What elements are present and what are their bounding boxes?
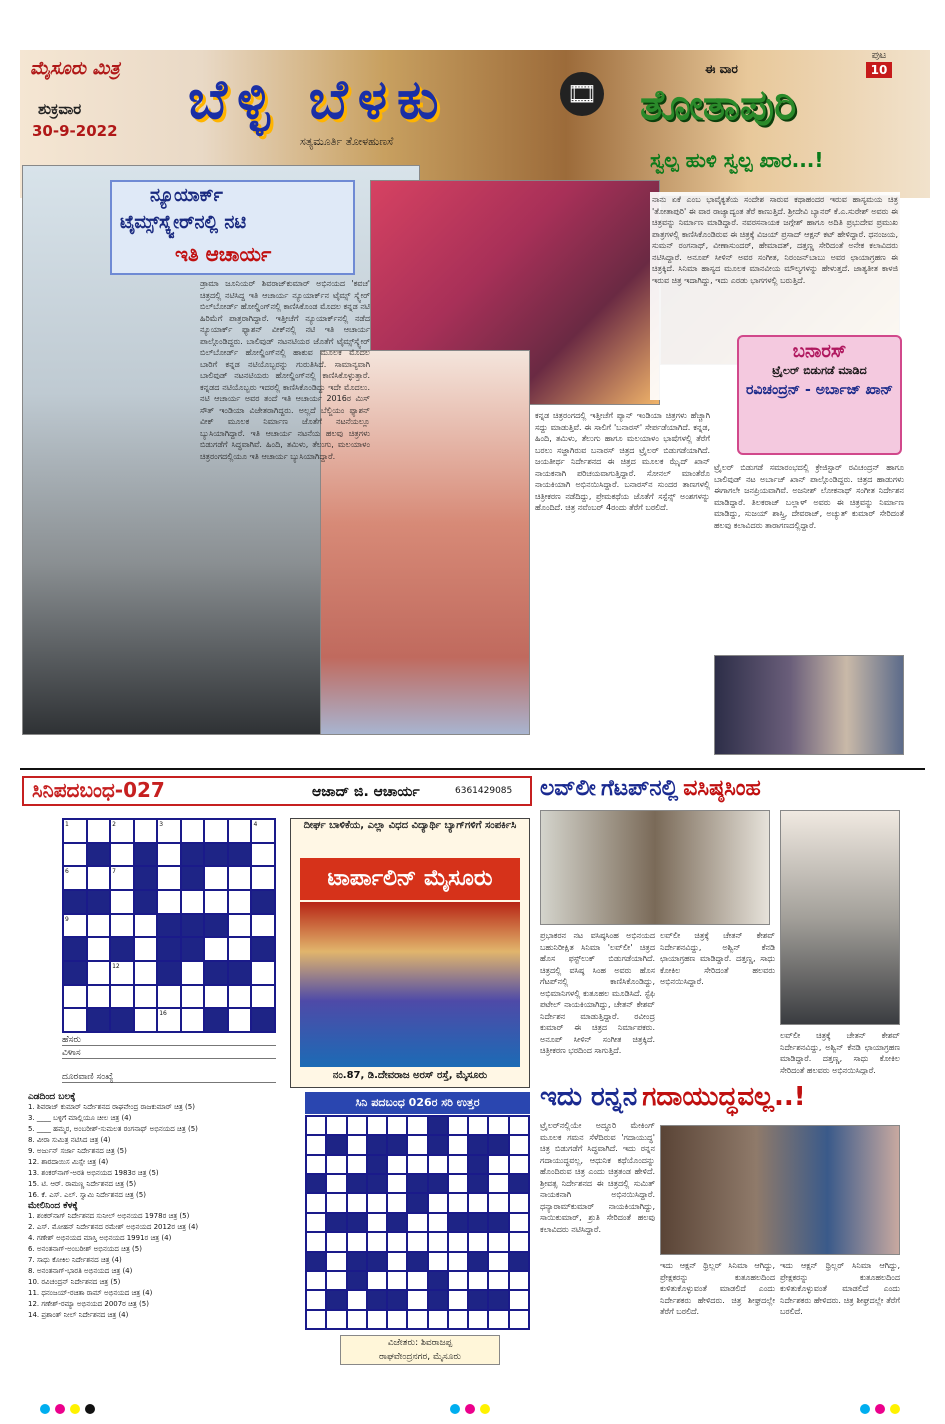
solution-cell [347, 1290, 367, 1309]
crossword-cell[interactable] [251, 985, 275, 1009]
solution-cell [488, 1252, 508, 1271]
story3-headline-c: ವಸಿಷ್ಠಸಿಂಹ [683, 776, 761, 801]
story3-group-photo [540, 810, 770, 925]
crossword-cell[interactable] [63, 985, 87, 1009]
solution-cell [509, 1193, 529, 1212]
solution-cell [407, 1213, 427, 1232]
across-clue: 13. ಶಂಕರ್‌ನಾಗ್-ಅರತಿ ಅಭಿನಯದ 1983ರ ಚಿತ್ರ (5) [28, 1169, 159, 1177]
solution-block [428, 1135, 448, 1154]
solution-cell [387, 1271, 407, 1290]
solution-block [468, 1213, 488, 1232]
crossword-cell[interactable]: 12 [110, 961, 134, 985]
solution-cell [347, 1116, 367, 1135]
crossword-cell[interactable]: 9 [63, 914, 87, 938]
solution-cell [387, 1155, 407, 1174]
solution-block [428, 1290, 448, 1309]
across-clue: 9. ಅರ್ಜುನ್ ಸರ್ಜಾ ನಿರ್ದೇಶನದ ಚಿತ್ರ (5) [28, 1147, 127, 1155]
crossword-block [181, 914, 205, 938]
solution-cell [407, 1116, 427, 1135]
solution-cell [428, 1213, 448, 1232]
solution-block [367, 1155, 387, 1174]
solution-block [428, 1271, 448, 1290]
solution-block [347, 1271, 367, 1290]
down-clue: 2. ಎಸ್. ಮೋಹನ್ ನಿರ್ದೇಶನದ ರಮೇಶ್ ಅಭಿನಯದ 2012ರ ಚಿತ್ರ (4) [28, 1223, 199, 1231]
crossword-cell[interactable] [134, 985, 158, 1009]
winner-box [340, 1335, 500, 1365]
solution-cell [428, 1193, 448, 1212]
crossword-grid[interactable] [62, 818, 276, 1033]
crossword-cell[interactable] [110, 843, 134, 867]
crossword-cell[interactable] [228, 866, 252, 890]
page-label: ಪುಟ [871, 50, 887, 61]
crossword-block [204, 961, 228, 985]
solution-cell [488, 1155, 508, 1174]
solution-cell [468, 1193, 488, 1212]
crossword-cell[interactable] [228, 890, 252, 914]
solution-cell [306, 1193, 326, 1212]
crossword-cell[interactable] [134, 937, 158, 961]
crossword-clues [28, 1092, 286, 1321]
solution-cell [448, 1232, 468, 1251]
story3-body-3: ಲವ್‌ಲೀ ಚಿತ್ರಕ್ಕೆ ಚೇತನ್ ಕೇಶವ್ ನಿರ್ದೇಶನವಿದ್ದು, ಅಶ್ವಿನ್ ಕೆನಡಿ ಛಾಯಾಗ್ರಹಣ ಮಾಡಿದ್ದಾರೆ. ದತ್ತಣ್ಣ, ಸಾಧು ಕೋಕಿಲ ಸೇರಿದಂತೆ ಹಲವರು ಅಭಿನಯಿಸಿದ್ದಾರೆ. [780, 1031, 900, 1075]
story2-col1: ಕನ್ನಡ ಚಿತ್ರರಂಗದಲ್ಲಿ ಇತ್ತೀಚೆಗೆ ಪ್ಯಾನ್ ಇಂಡಿಯಾ ಚಿತ್ರಗಳು ಹೆಚ್ಚಾಗಿ ಸದ್ದು ಮಾಡುತ್ತಿವೆ. ಈ ಸಾಲಿಗೆ 'ಬನಾರಸ್' ಸೇರ್ಪಡೆಯಾಗಿದೆ. ಕನ್ನಡ, ಹಿಂದಿ, ತಮಿಳು, ತೆಲುಗು ಹಾಗೂ ಮಲಯಾಳಂ ಭಾಷೆಗಳಲ್ಲಿ ತೆರೆಗೆ ಬರಲು ಸಜ್ಜಾಗಿರುವ ಬನಾರಸ್ ಚಿತ್ರದ ಟ್ರೈಲರ್ ಬಿಡುಗಡೆಯಾಗಿದೆ. ಜಯತೀರ್ಥ ನಿರ್ದೇಶನದ ಈ ಚಿತ್ರದ ಮೂಲಕ ಝೈದ್ ಖಾನ್ ನಾಯಕನಾಗಿ ಪರಿಚಯವಾಗುತ್ತಿದ್ದಾರೆ. ಸೋನಲ್ ಮಾಂತೆರೊ ನಾಯಕಿಯಾಗಿ ಅಭಿನಯಿಸಿದ್ದಾರೆ. ಬನಾರಸ್‌ನ ಸುಂದರ ತಾಣಗಳಲ್ಲಿ ಚಿತ್ರೀಕರಣ ನಡೆದಿದ್ದು, ಪ್ರೇಮಕಥೆಯ ಜೊತೆಗೆ ಸಸ್ಪೆನ್ಸ್ ಅಂಶಗಳನ್ನು ಹೊಂದಿದೆ. ಚಿತ್ರ ನವೆಂಬರ್ 4ರಂದು ತೆರೆಗೆ ಬರಲಿದೆ. [535, 411, 710, 512]
crossword-block [251, 1008, 275, 1032]
solution-cell [448, 1252, 468, 1271]
registration-dot [85, 1404, 95, 1414]
form-name-row [62, 1035, 276, 1046]
crossword-block [110, 1008, 134, 1032]
crossword-cell[interactable] [181, 961, 205, 985]
down-clue: 1. ಶಂಕರ್‌ನಾಗ್ ನಿರ್ದೇಶನದ ಸುನೀಲ್ ಅಭಿನಯದ 1978ರ ಚಿತ್ರ (5) [28, 1212, 190, 1220]
down-clue: 10. ರವಿಚಂದ್ರನ್ ನಿರ್ದೇಶನದ ಚಿತ್ರ (5) [28, 1278, 121, 1286]
solution-cell [326, 1232, 346, 1251]
solution-cell [306, 1290, 326, 1309]
registration-dot [40, 1404, 50, 1414]
crossword-block [157, 937, 181, 961]
solution-cell [326, 1271, 346, 1290]
story1-headline-line3: ಇತಿ ಆಚಾರ್ಯ [175, 242, 272, 266]
down-clue-list [28, 1211, 286, 1321]
solution-block [347, 1174, 367, 1193]
solution-cell [509, 1232, 529, 1251]
crossword-cell[interactable]: 16 [157, 1008, 181, 1032]
solution-cell [407, 1232, 427, 1251]
crossword-cell[interactable]: 1 [63, 819, 87, 843]
solution-cell [347, 1155, 367, 1174]
crossword-block [87, 890, 111, 914]
solution-cell [468, 1310, 488, 1329]
crossword-cell[interactable] [87, 866, 111, 890]
solution-cell [326, 1155, 346, 1174]
solution-cell [306, 1213, 326, 1232]
solution-cell [367, 1310, 387, 1329]
solution-cell [428, 1232, 448, 1251]
solution-cell [407, 1290, 427, 1309]
solution-block [428, 1174, 448, 1193]
crossword-block [251, 937, 275, 961]
crossword-cell[interactable] [181, 819, 205, 843]
crossword-phone: 6361429085 [455, 786, 513, 796]
solution-block [468, 1135, 488, 1154]
crossword-cell[interactable] [228, 985, 252, 1009]
solution-cell [468, 1116, 488, 1135]
solution-block [468, 1174, 488, 1193]
crossword-block [134, 843, 158, 867]
story4-headline-a: ಇದು ರನ್ನನ [540, 1082, 638, 1112]
ad-tagline: ದೀರ್ಘ ಬಾಳಿಕೆಯ, ಎಲ್ಲಾ ವಿಧದ ವಿದ್ಯಾರ್ಥಿ ಬ್ಯಾಗ್‌ಗಳಿಗೆ ಸಂಪರ್ಕಿಸಿ [303, 820, 517, 831]
crossword-cell[interactable] [204, 819, 228, 843]
across-clue: 5. ____ ಹಮ್ಮರ, ಅಂಬರೀಶ್-ಸುಮಲತ ರಂಗನಾಥ್ ಅಭಿನಯದ ಚಿತ್ರ (5) [28, 1125, 198, 1133]
solution-block [326, 1135, 346, 1154]
story2-body: ನಾನು ಏಕೆ ಎಂಬ ಭಾವೈಕ್ಯತೆಯ ಸಂದೇಶ ಸಾರುವ ಕಥಾಹಂದರ ಇರುವ ಹಾಸ್ಯಮಯ ಚಿತ್ರ 'ತೋತಾಪುರಿ' ಈ ವಾರ ರಾಜ್ಯಾದ್ಯಂತ ತೆರೆ ಕಾಣುತ್ತಿದೆ. ಶ್ರೀದೇವಿ ಬ್ಯಾನರ್ ಕೆ.ಎ.ಸುರೇಶ್ ಅವರು ಈ ಚಿತ್ರವನ್ನು ನಿರ್ಮಾಣ ಮಾಡಿದ್ದಾರೆ. ನವರಸನಾಯಕ ಜಗ್ಗೇಶ್ ಹಾಗೂ ಅದಿತಿ ಪ್ರಭುದೇವ ಪ್ರಮುಖ ಪಾತ್ರಗಳಲ್ಲಿ ಕಾಣಿಸಿಕೊಂಡಿರುವ ಈ ಚಿತ್ರಕ್ಕೆ ವಿಜಯ್ ಪ್ರಸಾದ್ ಆಕ್ಷನ್ ಕಟ್ ಹೇಳಿದ್ದಾರೆ. ಧನಂಜಯ, ಸುಮನ್ ರಂಗನಾಥ್, ವೀಣಾಸುಂದರ್, ಹೇಮಾದತ್, ದತ್ತಣ್ಣ ಸೇರಿದಂತೆ ಅನೇಕ ಕಲಾವಿದರು ನಟಿಸಿದ್ದಾರೆ. ಅನೂಪ್ ಸೀಳಿನ್ ಅವರ ಸಂಗೀತ, ನಿರಂಜನ್‌ಬಾಬು ಅವರ ಛಾಯಾಗ್ರಹಣ ಈ ಚಿತ್ರಕ್ಕಿದೆ. ಸಿನಿಮಾ ಹಾಸ್ಯದ ಮೂಲಕ ಮಾನವೀಯ ಮೌಲ್ಯಗಳನ್ನು ಹೇಳುತ್ತದೆ. ಜಾತ್ಯತೀತ ಕಾಳಜಿ ಇರುವ ಚಿತ್ರ ಇದಾಗಿದ್ದು, ಇದು ಎರಡು ಭಾಗಗಳಲ್ಲಿ ಬರುತ್ತಿದೆ. [650, 192, 900, 400]
solution-cell [387, 1232, 407, 1251]
solution-cell [428, 1310, 448, 1329]
across-clue: 8. ವೀರಾ ಸುಮಿತ್ರ ನಟಿಸಿದ ಚಿತ್ರ (4) [28, 1136, 111, 1144]
crossword-title: ಸಿನಿಪದಬಂಧ-027 [32, 778, 165, 802]
crossword-cell[interactable] [251, 961, 275, 985]
this-week-label: ಈ ವಾರ [705, 62, 738, 76]
crossword-block [204, 1008, 228, 1032]
badge-line3: ರವಿಚಂದ್ರನ್ - ಅರ್ಬಾಜ್ ಖಾನ್ [746, 382, 893, 398]
story3-headline-a: ಲವ್‌ಲೀ [540, 776, 596, 801]
down-clue: 12. ಗಣೇಶ್-ರಮ್ಯಾ ಅಭಿನಯದ 2007ರ ಚಿತ್ರ (5) [28, 1300, 149, 1308]
solution-cell [387, 1252, 407, 1271]
registration-dot [860, 1404, 870, 1414]
issue-date: 30-9-2022 [32, 122, 118, 140]
solution-block [306, 1252, 326, 1271]
crossword-cell[interactable] [228, 1008, 252, 1032]
winner-place: ರಾಘವೇಂದ್ರನಗರ, ಮೈಸೂರು [379, 1352, 461, 1362]
crossword-block [63, 937, 87, 961]
story4-body-2: ಇದು ಆಕ್ಷನ್ ಥ್ರಿಲ್ಲರ್ ಸಿನಿಮಾ ಆಗಿದ್ದು, ಪ್ರೇಕ್ಷಕರನ್ನು ಕುತೂಹಲದಿಂದ ಕುಳಿತುಕೊಳ್ಳುವಂತೆ ಮಾಡಲಿದೆ ಎಂದು ನಿರ್ದೇಶಕರು ಹೇಳಿದರು. ಚಿತ್ರ ಶೀಘ್ರದಲ್ಲೇ ತೆರೆಗೆ ಬರಲಿದೆ. [660, 1261, 775, 1316]
crossword-cell[interactable] [87, 985, 111, 1009]
solution-cell [367, 1271, 387, 1290]
down-clue: 7. ಸಾಧು ಕೋಕಿಲ ನಿರ್ದೇಶನದ ಚಿತ್ರ (4) [28, 1256, 122, 1264]
story4-headline [540, 1082, 930, 1113]
solution-cell [488, 1271, 508, 1290]
banaras-badge [737, 335, 902, 455]
solution-block [306, 1174, 326, 1193]
crossword-cell[interactable] [251, 866, 275, 890]
film-reel-icon: 🎞 [560, 72, 604, 116]
crossword-cell[interactable] [87, 914, 111, 938]
across-clue: 16. ಕೆ. ಎಸ್. ಎಲ್. ಸ್ವಾಮಿ ನಿರ್ದೇಶನದ ಚಿತ್ರ (5) [28, 1191, 146, 1199]
crossword-cell[interactable] [110, 914, 134, 938]
across-clue: 1. ಶಿವರಾಜ್ ಕುಮಾರ್ ನಿರ್ದೇಶನದ ರಾಘವೇಂದ್ರ ರಾಜಕುಮಾರ್ ಚಿತ್ರ (5) [28, 1103, 195, 1111]
solution-cell [326, 1193, 346, 1212]
crossword-block [63, 961, 87, 985]
solution-cell [407, 1271, 427, 1290]
solution-block [407, 1174, 427, 1193]
crossword-block [87, 1008, 111, 1032]
solution-cell [448, 1155, 468, 1174]
solution-cell [428, 1252, 448, 1271]
badge-line1: ಬನಾರಸ್ [792, 341, 847, 362]
solution-cell [448, 1290, 468, 1309]
crossword-cell[interactable] [157, 866, 181, 890]
crossword-cell[interactable] [134, 961, 158, 985]
solution-cell [509, 1116, 529, 1135]
crossword-cell[interactable] [228, 819, 252, 843]
solution-cell [387, 1193, 407, 1212]
solution-cell [326, 1310, 346, 1329]
registration-dot [450, 1404, 460, 1414]
crossword-cell[interactable] [87, 937, 111, 961]
story3-headline-b: ಗೆಟಪ್‌ನಲ್ಲಿ [600, 776, 679, 801]
solution-cell [448, 1116, 468, 1135]
form-address-row [62, 1048, 276, 1059]
solution-cell [428, 1155, 448, 1174]
featured-movie-title: ತೋತಾಪುರಿ [640, 80, 797, 129]
solution-block [468, 1155, 488, 1174]
solution-cell [448, 1193, 468, 1212]
crossword-cell[interactable] [110, 985, 134, 1009]
solution-cell [387, 1310, 407, 1329]
solution-cell [488, 1310, 508, 1329]
across-heading: ಎಡದಿಂದ ಬಲಕ್ಕೆ [28, 1092, 76, 1102]
crossword-cell[interactable] [87, 819, 111, 843]
crossword-block [134, 866, 158, 890]
crossword-author: ಆಜಾದ್ ಜಿ. ಆಚಾರ್ಯ [312, 784, 420, 800]
crossword-cell[interactable] [63, 843, 87, 867]
solution-cell [306, 1135, 326, 1154]
crossword-cell[interactable] [204, 937, 228, 961]
solution-cell [509, 1135, 529, 1154]
solution-cell [488, 1174, 508, 1193]
crossword-cell[interactable] [204, 985, 228, 1009]
solution-cell [306, 1116, 326, 1135]
solution-cell [448, 1310, 468, 1329]
crossword-block [228, 961, 252, 985]
winner-name: ವಿಜೇತರು: ಶಿವರಾಜಪ್ಪ [387, 1338, 453, 1348]
solution-cell [509, 1155, 529, 1174]
registration-dot [55, 1404, 65, 1414]
crossword-cell[interactable] [228, 937, 252, 961]
crossword-cell[interactable] [134, 914, 158, 938]
registration-dot [875, 1404, 885, 1414]
story3-headline [540, 776, 930, 801]
solution-block [488, 1135, 508, 1154]
solution-block [387, 1135, 407, 1154]
crossword-cell[interactable] [157, 985, 181, 1009]
story3-body-2: ಲವ್‌ಲೀ ಚಿತ್ರಕ್ಕೆ ಚೇತನ್ ಕೇಶವ್ ನಿರ್ದೇಶನವಿದ್ದು, ಅಶ್ವಿನ್ ಕೆನಡಿ ಛಾಯಾಗ್ರಹಣ ಮಾಡಿದ್ದಾರೆ. ದತ್ತಣ್ಣ, ಸಾಧು ಕೋಕಿಲ ಸೇರಿದಂತೆ ಹಲವರು ಅಭಿನಯಿಸಿದ್ದಾರೆ. [660, 931, 775, 986]
solution-cell [367, 1193, 387, 1212]
ad-address: ನಂ.87, ಡಿ.ದೇವರಾಜ ಅರಸ್ ರಸ್ತೆ, ಮೈಸೂರು [332, 1070, 488, 1081]
registration-dot [465, 1404, 475, 1414]
crossword-block [87, 843, 111, 867]
crossword-cell[interactable] [157, 843, 181, 867]
badge-line2: ಟ್ರೈಲರ್ ಬಿಡುಗಡೆ ಮಾಡಿದ [772, 364, 867, 377]
solution-block [347, 1252, 367, 1271]
solution-cell [306, 1310, 326, 1329]
solution-block [509, 1252, 529, 1271]
crossword-block [134, 890, 158, 914]
crossword-block [63, 890, 87, 914]
solution-cell [387, 1116, 407, 1135]
solution-cell [326, 1252, 346, 1271]
crossword-cell[interactable] [204, 866, 228, 890]
crossword-cell[interactable] [157, 890, 181, 914]
crossword-cell[interactable] [63, 1008, 87, 1032]
solution-block [347, 1213, 367, 1232]
solution-cell [367, 1213, 387, 1232]
solution-block [326, 1213, 346, 1232]
solution-block [488, 1290, 508, 1309]
solution-cell [326, 1174, 346, 1193]
crossword-cell[interactable] [181, 985, 205, 1009]
story4-body-3: ಇದು ಆಕ್ಷನ್ ಥ್ರಿಲ್ಲರ್ ಸಿನಿಮಾ ಆಗಿದ್ದು, ಪ್ರೇಕ್ಷಕರನ್ನು ಕುತೂಹಲದಿಂದ ಕುಳಿತುಕೊಳ್ಳುವಂತೆ ಮಾಡಲಿದೆ ಎಂದು ನಿರ್ದೇಶಕರು ಹೇಳಿದರು. ಚಿತ್ರ ಶೀಘ್ರದಲ್ಲೇ ತೆರೆಗೆ ಬರಲಿದೆ. [780, 1261, 900, 1316]
solution-block [367, 1290, 387, 1309]
ad-business-name: ಟಾರ್ಪಾಲಿನ್ ಮೈಸೂರು [300, 858, 520, 900]
issue-day: ಶುಕ್ರವಾರ [38, 100, 82, 118]
solution-cell [448, 1174, 468, 1193]
registration-dot [480, 1404, 490, 1414]
crossword-cell[interactable]: 2 [110, 819, 134, 843]
down-clue: 14. ಪ್ರಶಾಂತ್ ನೀಲ್ ನಿರ್ದೇಶನದ ಚಿತ್ರ (4) [28, 1311, 129, 1319]
ad-shop-photo [300, 902, 520, 1067]
down-clue: 8. ಅನಂತನಾಗ್-ಭಾರತಿ ಅಭಿನಯದ ಚಿತ್ರ (4) [28, 1267, 133, 1275]
crossword-block [204, 843, 228, 867]
crossword-cell[interactable] [181, 890, 205, 914]
crossword-block [228, 843, 252, 867]
crossword-cell[interactable] [87, 961, 111, 985]
solution-cell [367, 1116, 387, 1135]
crossword-cell[interactable] [251, 914, 275, 938]
crossword-cell[interactable]: 4 [251, 819, 275, 843]
solution-block [407, 1252, 427, 1271]
solution-cell [488, 1193, 508, 1212]
solution-block [367, 1174, 387, 1193]
story4-group-photo [660, 1125, 900, 1255]
solution-cell [448, 1135, 468, 1154]
story4-headline-b: ಗದಾಯುದ್ಧವಲ್ಲ..! [642, 1082, 806, 1112]
solution-cell [326, 1116, 346, 1135]
crossword-cell[interactable] [181, 1008, 205, 1032]
story2-col2: ಟ್ರೈಲರ್ ಬಿಡುಗಡೆ ಸಮಾರಂಭದಲ್ಲಿ ಕ್ರೇಜಿಸ್ಟಾರ್ ರವಿಚಂದ್ರನ್ ಹಾಗೂ ಬಾಲಿವುಡ್ ನಟ ಅರ್ಬಾಜ್ ಖಾನ್ ಪಾಲ್ಗೊಂಡಿದ್ದರು. ಚಿತ್ರದ ಹಾಡುಗಳು ಈಗಾಗಲೇ ಜನಪ್ರಿಯವಾಗಿವೆ. ಅಜನೀಶ್ ಲೋಕನಾಥ್ ಸಂಗೀತ ನಿರ್ದೇಶನ ಮಾಡಿದ್ದಾರೆ. ತಿಲಕರಾಜ್ ಬಲ್ಲಾಳ್ ಅವರು ಈ ಚಿತ್ರವನ್ನು ನಿರ್ಮಾಣ ಮಾಡಿದ್ದು, ಸುಜಯ್ ಶಾಸ್ತ್ರಿ, ದೇವರಾಜ್, ಅಚ್ಯುತ್ ಕುಮಾರ್ ಸೇರಿದಂತೆ ಹಲವು ಕಲಾವಿದರು ತಾರಾಗಣದಲ್ಲಿದ್ದಾರೆ. [714, 463, 904, 530]
crossword-cell[interactable] [204, 890, 228, 914]
solution-block [428, 1116, 448, 1135]
crossword-cell[interactable]: 3 [157, 819, 181, 843]
story1-headline-line2: ಟೈಮ್ಸ್‌ಸ್ಕ್ವೇರ್‌ನಲ್ಲಿ ನಟಿ [120, 212, 247, 233]
solution-cell [488, 1116, 508, 1135]
solution-cell [306, 1232, 326, 1251]
solution-grid [305, 1115, 530, 1330]
story1-headline-line1: ನ್ಯೂಯಾರ್ಕ್ [150, 185, 223, 206]
solution-cell [488, 1232, 508, 1251]
crossword-block [181, 937, 205, 961]
down-clue: 11. ಧನಂಜಯ್-ರಚಿತಾ ರಾಮ್ ಅಭಿನಯದ ಚಿತ್ರ (4) [28, 1289, 153, 1297]
solution-block [468, 1252, 488, 1271]
crossword-block [251, 890, 275, 914]
crossword-cell[interactable] [134, 819, 158, 843]
solution-block [488, 1213, 508, 1232]
crossword-cell[interactable] [228, 914, 252, 938]
crossword-block [110, 937, 134, 961]
crossword-block [181, 843, 205, 867]
solution-cell [468, 1271, 488, 1290]
trailer-event-photo [714, 655, 904, 755]
registration-dot [890, 1404, 900, 1414]
solution-block [448, 1213, 468, 1232]
crossword-cell[interactable] [110, 890, 134, 914]
solution-cell [509, 1213, 529, 1232]
crossword-block [157, 961, 181, 985]
across-clue: 15. ಟಿ. ಆರ್. ರಾಮಣ್ಣ ನಿರ್ದೇಶನದ ಚಿತ್ರ (5) [28, 1180, 137, 1188]
solution-cell [509, 1271, 529, 1290]
story3-body: ಪ್ರಭಾಕರನ ನಟ ವಸಿಷ್ಠಸಿಂಹ ಅಭಿನಯದ ಬಹುನಿರೀಕ್ಷಿತ ಸಿನಿಮಾ 'ಲವ್‌ಲೀ' ಚಿತ್ರದ ಹೊಸ ಫಸ್ಟ್‌ಲುಕ್ ಬಿಡುಗಡೆಯಾಗಿದೆ. ಚಿತ್ರದಲ್ಲಿ ವಸಿಷ್ಠ ಸಿಂಹ ಅವರು ಹೊಸ ಗೆಟಪ್‌ನಲ್ಲಿ ಕಾಣಿಸಿಕೊಂಡಿದ್ದು, ಅಭಿಮಾನಿಗಳಲ್ಲಿ ಕುತೂಹಲ ಮೂಡಿಸಿದೆ. ಸ್ಟೆಫಿ ಪಟೇಲ್ ನಾಯಕಿಯಾಗಿದ್ದು, ಚೇತನ್ ಕೇಶವ್ ನಿರ್ದೇಶನ ಮಾಡುತ್ತಿದ್ದಾರೆ. ರವೀಂದ್ರ ಕುಮಾರ್ ಈ ಚಿತ್ರದ ನಿರ್ಮಾಪಕರು. ಅನೂಪ್ ಸೀಳಿನ್ ಸಂಗೀತ ಚಿತ್ರಕ್ಕಿದೆ. ಚಿತ್ರೀಕರಣ ಭರದಿಂದ ಸಾಗುತ್ತಿದೆ. [540, 931, 655, 1055]
story4-body: ಟ್ರೈಲರ್‌ನಲ್ಲಿಯೇ ಅದ್ಧೂರಿ ಮೇಕಿಂಗ್ ಮೂಲಕ ಗಮನ ಸೆಳೆದಿರುವ 'ಗದಾಯುದ್ಧ' ಚಿತ್ರ ಬಿಡುಗಡೆಗೆ ಸಿದ್ಧವಾಗಿದೆ. ಇದು ರನ್ನನ ಗದಾಯುದ್ಧವಲ್ಲ, ಆಧುನಿಕ ಕಥೆಯೊಂದನ್ನು ಹೊಂದಿರುವ ಚಿತ್ರ ಎಂದು ಚಿತ್ರತಂಡ ಹೇಳಿದೆ. ಶ್ರೀವತ್ಸ ನಿರ್ದೇಶನದ ಈ ಚಿತ್ರದಲ್ಲಿ ಸುಮಿತ್ ನಾಯಕನಾಗಿ ಅಭಿನಯಿಸಿದ್ದಾರೆ. ಧನ್ಯಾರಾಮ್‌ಕುಮಾರ್ ನಾಯಕಿಯಾಗಿದ್ದು, ಸಾಯಿಕುಮಾರ್, ಶ್ರುತಿ ಸೇರಿದಂತೆ ಹಲವು ಕಲಾವಿದರು ನಟಿಸಿದ್ದಾರೆ. [540, 1121, 655, 1234]
crossword-block [204, 914, 228, 938]
solution-cell [468, 1232, 488, 1251]
solution-cell [306, 1155, 326, 1174]
solution-block [387, 1290, 407, 1309]
solution-cell [347, 1135, 367, 1154]
down-heading: ಮೇಲಿನಿಂದ ಕೆಳಕ್ಕೆ [28, 1201, 78, 1211]
solution-cell [347, 1232, 367, 1251]
solution-cell [509, 1310, 529, 1329]
solution-block [387, 1213, 407, 1232]
section-divider [20, 768, 925, 770]
solution-cell [347, 1193, 367, 1212]
story1-body: ಡ್ರಾಮಾ ಜೂನಿಯರ್ ಶಿವರಾಜ್‌ಕುಮಾರ್ ಅಭಿನಯದ 'ಕವಚ' ಚಿತ್ರದಲ್ಲಿ ನಟಿಸಿದ್ದ ಇತಿ ಆಚಾರ್ಯ ನ್ಯೂಯಾರ್ಕ್‌ನ ಟೈಮ್ಸ್ ಸ್ಕ್ವೇರ್ ಬಿಲ್‌ಬೋರ್ಡ್ ಹೋಲ್ಡಿಂಗ್‌ನಲ್ಲಿ ಕಾಣಿಸಿಕೊಂಡ ಮೊದಲ ಕನ್ನಡ ನಟಿ ಹಿರಿಮೆಗೆ ಪಾತ್ರರಾಗಿದ್ದಾರೆ. ಇತ್ತೀಚೆಗೆ ನ್ಯೂಯಾರ್ಕ್‌ನಲ್ಲಿ ನಡೆದ ನ್ಯೂಯಾರ್ಕ್ ಫ್ಯಾಶನ್ ವೀಕ್‌ನಲ್ಲಿ ನಟಿ ಇತಿ ಆಚಾರ್ಯ ಪಾಲ್ಗೊಂಡಿದ್ದರು. ಬಾಲಿವುಡ್ ನಟನಟಿಯರ ಜೊತೆಗೆ ಟೈಮ್ಸ್‌ಸ್ಕ್ವೇರ್ ಬಿಲ್‌ಬೋರ್ಡ್ ಹೋಲ್ಡಿಂಗ್‌ನಲ್ಲಿ ಹಾಕುವ ಮೂಲಕ ಮೊದಲ ಬಾರಿಗೆ ಕನ್ನಡ ನಟಿಯೊಬ್ಬರನ್ನು ಗುರುತಿಸಿದೆ. ಸಾಮಾನ್ಯವಾಗಿ ಬಾಲಿವುಡ್ ನಟನಟಿಯರು ಹೋಲ್ಡಿಂಗ್‌ನಲ್ಲಿ ಕಾಣಿಸಿಕೊಳ್ಳುತ್ತಾರೆ. ಕನ್ನಡದ ನಟಿಯೊಬ್ಬರು ಇದರಲ್ಲಿ ಕಾಣಿಸಿಕೊಂಡಿದ್ದು ಇದೇ ಮೊದಲು. ನಟಿ ಆಚಾರ್ಯ ಅವರ ತಂದೆ ಇತಿ ಆಚಾರ್ಯ 2016ರ ಮಿಸ್ ಸೌತ್ ಇಂಡಿಯಾ ವಿಜೇತರಾಗಿದ್ದರು. ಅಲ್ಲದೆ ಬೆಲ್ಜಿಯಂ ಫ್ಯಾಶನ್ ವೀಕ್ ಮೂಲಕ ನಿರ್ಮಾಣ ಜೊತೆಗೆ ನಟನೆಯಲ್ಲೂ ಬ್ಯುಸಿಯಾಗಿದ್ದಾರೆ. ಇತಿ ಆಚಾರ್ಯ ನಟನೆಯ ಹಲವು ಚಿತ್ರಗಳು ಬಿಡುಗಡೆಗೆ ಸಿದ್ಧವಾಗಿವೆ. ಹಿಂದಿ, ತಮಿಳು, ತೆಲುಗು, ಮಲಯಾಳಂ ಚಿತ್ರರಂಗದಲ್ಲಿಯೂ ಇತಿ ಆಚಾರ್ಯ ಬ್ಯುಸಿಯಾಗಿದ್ದಾರೆ. [200, 279, 370, 461]
down-clue: 6. ಅನಂತನಾಗ್-ಅಂಬರೀಶ್ ಅಭಿನಯದ ಚಿತ್ರ (5) [28, 1245, 142, 1253]
crossword-block [181, 866, 205, 890]
solution-block [326, 1290, 346, 1309]
solution-title: ಸಿನಿ ಪದಬಂಧ 026ರ ಸರಿ ಉತ್ತರ [305, 1092, 530, 1114]
solution-block [407, 1193, 427, 1212]
form-phone-label: ದೂರವಾಣಿ ಸಂಖ್ಯೆ [62, 1072, 114, 1082]
section-title: ಬೆಳ್ಳಿ ಬೆಳಕು [188, 68, 449, 131]
newspaper-brand: ಮೈಸೂರು ಮಿತ್ರ [30, 58, 120, 79]
crossword-cell[interactable]: 7 [110, 866, 134, 890]
page-number: 10 [866, 62, 892, 78]
form-phone-row [62, 1072, 276, 1083]
solution-cell [407, 1155, 427, 1174]
solution-block [509, 1174, 529, 1193]
solution-cell [407, 1135, 427, 1154]
solution-cell [347, 1310, 367, 1329]
across-clue-list [28, 1102, 286, 1201]
solution-block [367, 1135, 387, 1154]
solution-cell [306, 1271, 326, 1290]
featured-movie-tagline: ಸ್ವಲ್ಪ ಹುಳಿ ಸ್ವಲ್ಪ ಖಾರ...! [650, 148, 824, 172]
solution-cell [509, 1290, 529, 1309]
section-editor: ಸತ್ಯಮೂರ್ತಿ ತೋಳಹುಣಸೆ [300, 135, 394, 148]
down-clue: 4. ಗಣೇಶ್ ಅಭಿನಯದ ಮಾಸ್ತಿ ಅಭಿನಯದ 1991ರ ಚಿತ್ರ (4) [28, 1234, 172, 1242]
solution-cell [407, 1310, 427, 1329]
solution-cell [367, 1232, 387, 1251]
across-clue: 12. ಶಾರದಾಯಿಸ ಮಿಸ್ಸೇ ಚಿತ್ರ (4) [28, 1158, 109, 1166]
form-name-label: ಹೆಸರು [62, 1035, 81, 1045]
crossword-block [157, 914, 181, 938]
crossword-cell[interactable]: 6 [63, 866, 87, 890]
form-address-label: ವಿಳಾಸ [62, 1048, 81, 1058]
story3-actor-photo [780, 810, 900, 1025]
solution-cell [387, 1174, 407, 1193]
solution-block [367, 1252, 387, 1271]
crossword-cell[interactable] [251, 843, 275, 867]
solution-cell [448, 1271, 468, 1290]
crossword-cell[interactable] [134, 1008, 158, 1032]
solution-block [468, 1290, 488, 1309]
across-clue: 3. ____ ಬಳ್ಳಿಗೆ ಮಾಲ್ಲಿಯೂ ಚೀಲ ಚಿತ್ರ (4) [28, 1114, 132, 1122]
registration-dot [70, 1404, 80, 1414]
